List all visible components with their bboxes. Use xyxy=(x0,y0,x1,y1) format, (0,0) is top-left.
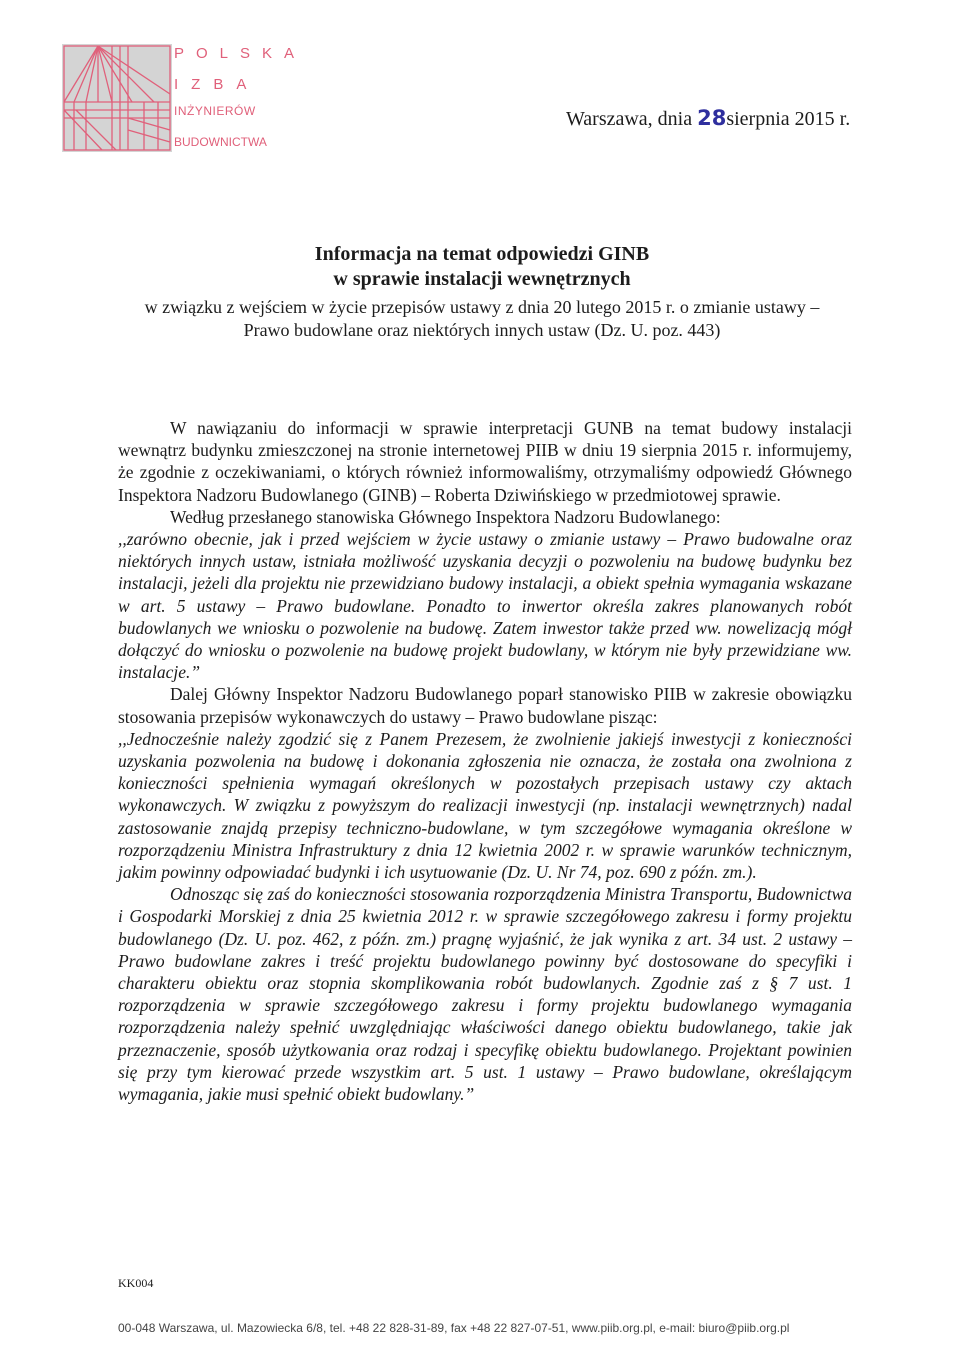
paragraph-intro: W nawiązaniu do informacji w sprawie interpretacji GUNB na temat budowy instalacji wewnątrz budynku zmieszczonej na stronie internetowej PIIB w dniu 19 sierpnia 2015 r. informujemy, że zgodnie z oczekiwaniami, o których również informowaliśmy, otrzymaliśmy odpowiedź Głównego Inspektora Nadzoru Budowlanego (GINB) – Roberta Dziwińskiego w przedmiotowej sprawie. xyxy=(118,418,852,505)
handwritten-day: 28 xyxy=(697,106,727,130)
document-subtitle: w związku z wejściem w życie przepisów ustawy z dnia 20 lutego 2015 r. o zmianie ustawy – xyxy=(144,297,820,317)
org-name-line-1: POLSKA xyxy=(174,45,307,62)
document-title-line-2: w sprawie instalacji wewnętrznych xyxy=(333,268,631,290)
document-code: KK004 xyxy=(118,1276,154,1290)
quote-implementing-rules: ,,Jednocześnie należy zgodzić się z Panem Prezesem, że zwolnienie jakiejś inwestycji z konieczności uzyskania pozwolenia na budowę i dokonania zgłoszenia nie oznacza, że została ona zwolniona z konieczności spełnienia wymagań określonych w pozostałych przepisach ustawy czy aktach wykonawczych. W związku z powyższym do realizacji inwestycji (np. instalacji wewnętrznych) nadal zastosowanie znajdą przepisy techniczno-budowlane, w tym szczegółowe wymagania określone w rozporządzeniu Ministra Infrastruktury z dnia 12 kwietnia 2002 r. w sprawie warunków technicznym, jakim powinny odpowiadać budynki i ich usytuowanie (Dz. U. Nr 74, poz. 690 z późn. zm.). xyxy=(118,728,852,883)
footer-contact: 00-048 Warszawa, ul. Mazowiecka 6/8, tel. +48 22 828-31-89, fax +48 22 827-07-51, www.piib.org.pl, e-mail: biuro@piib.org.pl xyxy=(118,1321,790,1335)
document-subtitle-line-2: Prawo budowlane oraz niektórych innych ustaw (Dz. U. poz. 443) xyxy=(243,320,721,340)
quote-ginb-position: ,,zarówno obecnie, jak i przed wejściem w życie ustawy o zmianie ustawy – Prawo budowalne oraz niektórych innych ustaw, istniała możliwość uzyskania decyzji o pozwoleniu na budowę budynku bez instalacji, jeżeli dla projektu nie przewidziano budowy instalacji, a obiekt spełnia wymagania wskazane w art. 5 ustawy – Prawo budowlane. Ponadto to inwertor określa zakres planowanych robót budowlanych we wniosku o pozwolenie na budowę. Zatem inwestor także przed ww. nowelizacją mógł dołączyć do wniosku o pozwolenie na budowę projekt budowlany, w którym nie były przewidziane ww. instalacje.” xyxy=(118,529,852,683)
document-title: Informacja na temat odpowiedzi GINB xyxy=(314,243,650,265)
paragraph-support-lead: Dalej Główny Inspektor Nadzoru Budowlanego poparł stanowisko PIIB w zakresie obowiązku stosowania przepisów wykonawczych do ustawy – Prawo budowlane pisząc: xyxy=(118,684,852,727)
date-prefix: Warszawa, dnia xyxy=(566,108,693,130)
quote-design-regulation: Odnosząc się zaś do konieczności stosowania rozporządzenia Ministra Transportu, Budownictwa i Gospodarki Morskiej z dnia 25 kwietnia 2012 r. w sprawie szczegółowego zakresu i formy projektu budowlanego (Dz. U. poz. 462, z późn. zm.) pragnę wyjaśnić, że jak wynika z art. 34 ust. 2 ustawy – Prawo budowlane zakres i treść projektu budowlanego powinny być dostosowane do specyfiki i charakteru obiektu oraz stopnia skomplikowania robót budowlanych. Zgodnie zaś z § 7 ust. 1 rozporządzenia w sprawie szczegółowego zakresu i formy projektu budowlanego wymagania rozporządzenia należy spełnić uwzględniając właściwości danego obiektu budowlanego, takie jak przeznaczenie, sposób użytkowania oraz rodzaj i specyfikę obiektu budowlanego. Projektant powinien się przy tym kierować przede wszystkim art. 5 ust. 1 ustawy – Prawo budowlane, określającym wymagania, jakie musi spełnić obiekt budowlany.” xyxy=(118,884,852,1105)
date-line xyxy=(566,106,850,131)
letter-body xyxy=(118,417,852,1105)
org-name-line-2: IZBA xyxy=(174,76,260,93)
piib-logo xyxy=(62,44,172,152)
date-suffix: sierpnia 2015 r. xyxy=(726,108,851,130)
org-name-line-4: BUDOWNICTWA xyxy=(174,135,267,149)
org-name-line-3: INŻYNIERÓW xyxy=(174,104,256,118)
paragraph-position-lead: Według przesłanego stanowiska Głównego Inspektora Nadzoru Budowlanego: xyxy=(170,506,721,527)
